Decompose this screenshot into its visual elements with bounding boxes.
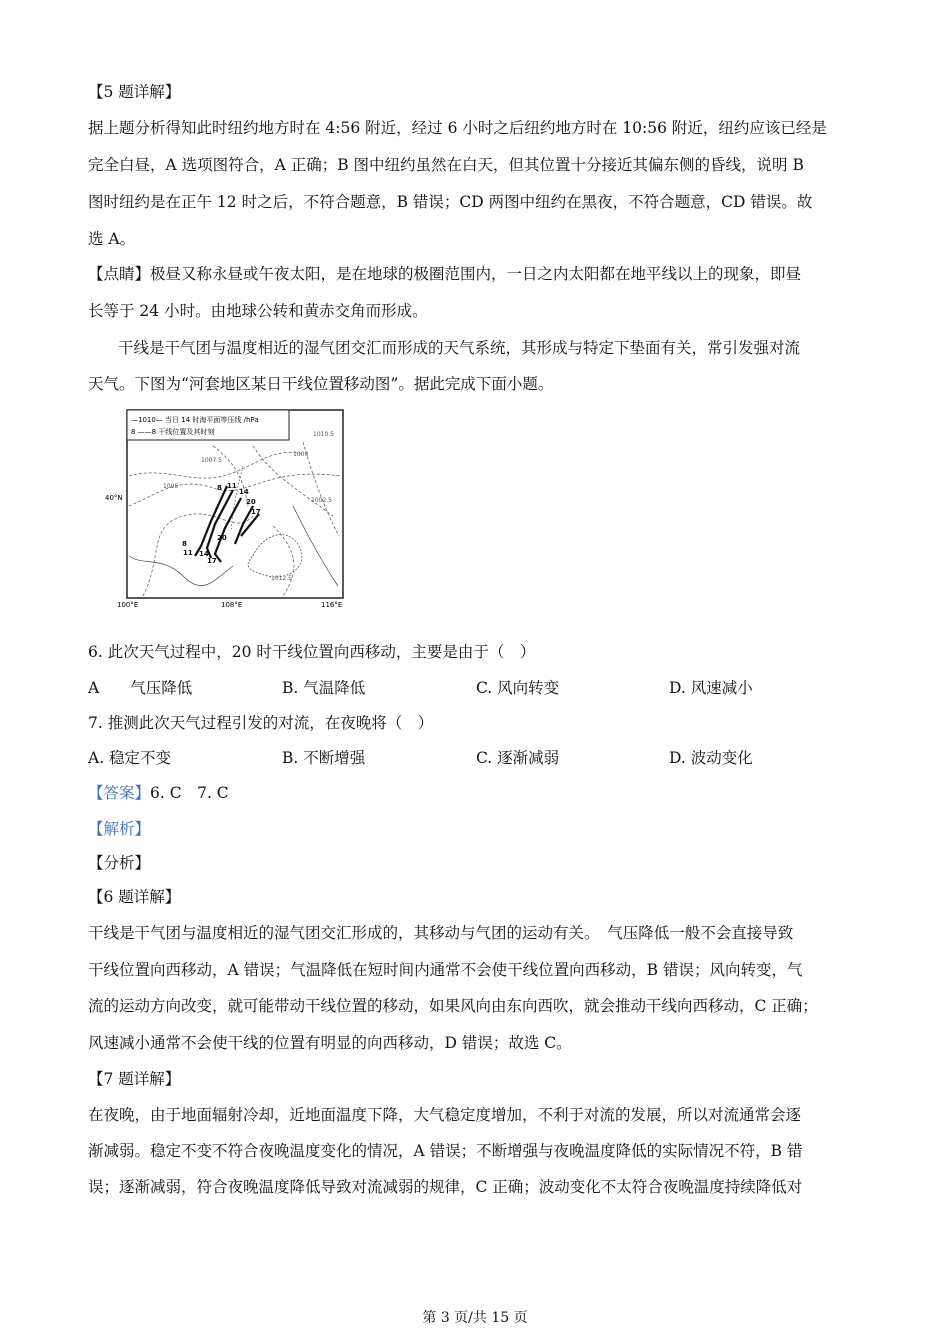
q6-detail-line-3: 流的运动方向改变，就可能带动干线位置的移动，如果风向由东向西吹，就会推动干线向西移动，C 正确； (88, 997, 818, 1015)
intro-line-1: 干线是干气团与温度相近的湿气团交汇而形成的天气系统，其形成与特定下垫面有关，常引发强对流 (118, 339, 801, 357)
dryline-time-label: 20 (246, 498, 256, 506)
dryline-time-label: 17 (207, 557, 217, 565)
border-line (129, 556, 233, 586)
border-line (293, 506, 338, 586)
isobar-label: 1005 (163, 483, 179, 490)
q7-option-a: A. 稳定不变 (88, 749, 172, 767)
answer-line (88, 783, 229, 803)
longitude-label: 108°E (221, 601, 243, 608)
analysis-label: 【解析】 (88, 820, 151, 838)
isobar-line (303, 442, 339, 536)
page-footer: 第 3 页/共 15 页 (422, 1310, 528, 1326)
dryline-time-label: 20 (217, 534, 227, 542)
q5-detail-line-1: 据上题分析得知此时纽约地方时在 4:56 附近，经过 6 小时之后纽约地方时在 10:56 附近，纽约应该已经是 (88, 119, 827, 137)
dryline-time-label: 11 (227, 482, 237, 490)
isobar-lines (129, 442, 341, 596)
dryline-path (215, 498, 241, 562)
isobar-label: 1002.5 (311, 497, 332, 504)
isobar-line (273, 526, 294, 596)
longitude-label: 116°E (321, 601, 343, 608)
dryline-path (195, 486, 227, 556)
q6-detail-line-2: 干线位置向西移动，A 错误；气温降低在短时间内通常不会使干线位置向西移动，B 错误；风向转变，气 (88, 961, 803, 979)
q5-detail-line-4: 选 A。 (88, 230, 136, 248)
dryline-time-label: 14 (239, 488, 249, 496)
q5-detail-line-3: 图时纽约是在正午 12 时之后，不符合题意，B 错误；CD 两图中纽约在黑夜，不符合题意，CD 错误。故 (88, 193, 813, 211)
q7-detail-line-3: 误；逐渐减弱，符合夜晚温度降低导致对流减弱的规律，C 正确；波动变化不太符合夜晚温度持续降低对 (88, 1178, 803, 1196)
q6-option-c: C. 风向转变 (476, 679, 560, 697)
dryline-time-label: 8 (217, 484, 222, 492)
latitude-label: 40°N (105, 494, 123, 502)
isobar-label: 1012.5 (271, 575, 292, 582)
longitude-label: 100°E (117, 601, 139, 608)
dryline-map (103, 406, 348, 608)
analysis-sub-heading: 【分析】 (88, 854, 151, 872)
q6-option-a: A 气压降低 (88, 679, 193, 697)
q5-detail-line-2: 完全白昼，A 选项图符合，A 正确；B 图中纽约虽然在白天，但其位置十分接近其偏东侧的昏线，说明 B (88, 156, 804, 174)
legend-isobar: —1010— 当日 14 时海平面等压线 /hPa (131, 416, 259, 424)
isobar-label: 1007.5 (201, 457, 222, 464)
dryline-time-label: 17 (251, 508, 261, 516)
isobar-line (143, 514, 253, 596)
intro-line-2: 天气。下图为“河套地区某日干线位置移动图”。据此完成下面小题。 (88, 375, 554, 393)
legend-dryline: 8 ——8 干线位置及其时刻 (131, 428, 215, 436)
dryline-time-label: 14 (199, 550, 209, 558)
q7-option-c: C. 逐渐减弱 (476, 749, 560, 767)
dryline-time-labels (182, 482, 261, 565)
answer-label: 【答案】 (88, 784, 151, 802)
q7-option-b: B. 不断增强 (282, 749, 366, 767)
dryline-time-label: 8 (182, 540, 187, 548)
q7-detail-heading: 【7 题详解】 (88, 1070, 181, 1088)
q6-option-b: B. 气温降低 (282, 679, 366, 697)
q6-detail-line-1: 干线是干气团与温度相近的湿气团交汇形成的，其移动与气团的运动有关。 气压降低一般不会直接导致 (88, 924, 794, 942)
q7-detail-line-2: 渐减弱。稳定不变不符合夜晚温度变化的情况，A 错误；不断增强与夜晚温度降低的实际情况不符，B 错 (88, 1142, 803, 1160)
q5-tip-line-2: 长等于 24 小时。由地球公转和黄赤交角而形成。 (88, 302, 428, 320)
q6-stem: 6. 此次天气过程中，20 时干线位置向西移动，主要是由于（ ） (88, 643, 536, 661)
q6-detail-line-4: 风速减小通常不会使干线的位置有明显的向西移动，D 错误；故选 C。 (88, 1034, 572, 1052)
q7-option-d: D. 波动变化 (669, 749, 753, 767)
q7-stem: 7. 推测此次天气过程引发的对流，在夜晚将（ ） (88, 714, 434, 732)
q5-tip-line-1: 【点睛】极昼又称永昼或午夜太阳，是在地球的极圈范围内，一日之内太阳都在地平线以上的现象，即昼 (88, 265, 802, 283)
q5-detail-heading: 【5 题详解】 (88, 83, 181, 101)
dryline-time-label: 11 (183, 549, 193, 557)
isobar-label: 1010.5 (313, 431, 334, 438)
answer-value: 6. C 7. C (150, 784, 229, 802)
q7-detail-line-1: 在夜晚，由于地面辐射冷却，近地面温度下降，大气稳定度增加，不利于对流的发展，所以对流通常会逐 (88, 1106, 802, 1124)
q6-option-d: D. 风速减小 (669, 679, 753, 697)
q6-detail-heading: 【6 题详解】 (88, 888, 181, 906)
isobar-label: 1000 (293, 451, 309, 458)
